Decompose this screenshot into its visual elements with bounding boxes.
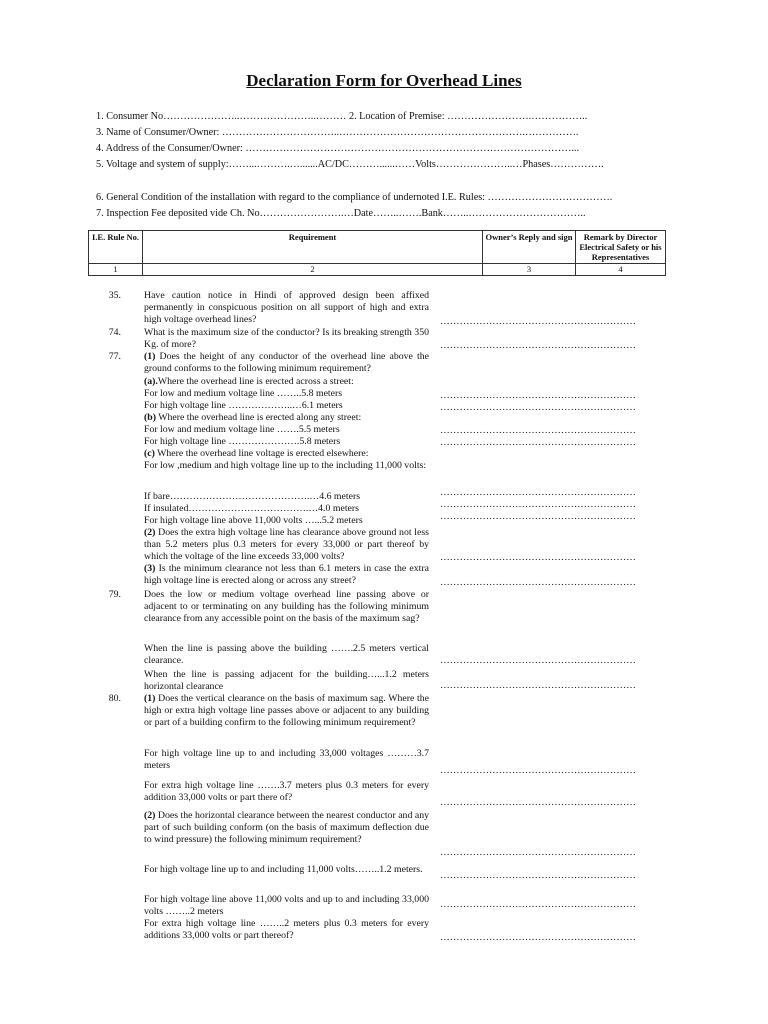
rule-35-text: Have caution notice in Hindi of approved design been affixed permanently in conspicuous position on all support of high and extra high voltage overhead lines? bbox=[144, 290, 429, 325]
rules-table-header bbox=[88, 230, 666, 276]
part-text: Does the height of any conductor of the overhead line above the ground conforms to the following minimum requirement? bbox=[144, 351, 429, 374]
consumer-name-line: 3. Name of Consumer/Owner: ……………………………..……………………………………………….……………. bbox=[96, 127, 579, 138]
requirement-line: For low and medium voltage line ……..5.8 meters bbox=[144, 388, 343, 399]
requirement-line: For extra high voltage line ……..2 meters plus 0.3 meters for every additions 33,000 volts or part thereof? bbox=[144, 918, 429, 941]
consumer-address-line: 4. Address of the Consumer/Owner: ……………………………………………………………………………………... bbox=[96, 143, 580, 154]
col-header-owner-reply: Owner’s Reply and sign bbox=[483, 231, 576, 264]
requirement-line: For high voltage line above 11,000 volts …...5.2 meters bbox=[144, 515, 363, 526]
col-number-1: 1 bbox=[89, 264, 143, 276]
requirement-line: For low and medium voltage line …….5.5 meters bbox=[144, 424, 340, 435]
requirement-line: For low ,medium and high voltage line up to the including 11,000 volts: bbox=[144, 460, 427, 471]
requirement-line: When the line is passing adjacent for the building…...1.2 meters horizontal clearance bbox=[144, 669, 429, 692]
owner-reply-field[interactable]: …………………………………………………… bbox=[440, 552, 636, 563]
part-text: Does the horizontal clearance between the nearest conductor and any part of such building conform (on the basis of maximum deflection due to wind pressure) the following minimum requirement? bbox=[144, 810, 429, 845]
owner-reply-field[interactable]: …………………………………………………… bbox=[440, 316, 636, 327]
owner-reply-field[interactable]: …………………………………………………… bbox=[440, 402, 636, 413]
requirement-line: For high voltage line ………………….5.8 meters bbox=[144, 436, 341, 447]
col-header-requirement: Requirement bbox=[143, 231, 483, 264]
part-text: Where the overhead line is erected along any street: bbox=[155, 412, 362, 423]
requirement-line: For high voltage line ………………..…6.1 meters bbox=[144, 400, 343, 411]
owner-reply-field[interactable]: …………………………………………………… bbox=[440, 390, 636, 401]
col-header-remark: Remark by Director Electrical Safety or his Representatives bbox=[576, 231, 666, 264]
part-text: Where the overhead line is erected across a street: bbox=[157, 376, 354, 387]
rule-77-sub-c bbox=[144, 448, 429, 460]
part-text: Is the minimum clearance not less than 6.1 meters in case the extra high voltage line is erected along or across any street? bbox=[144, 563, 429, 586]
page-title: Declaration Form for Overhead Lines bbox=[246, 71, 522, 90]
requirement-line: When the line is passing above the building …….2.5 meters vertical clearance. bbox=[144, 643, 429, 666]
part-text: Does the vertical clearance on the basis of maximum sag. Where the high or extra high voltage line passes above or adjacent to any building or part of a building confirm to the following minimum requirement? bbox=[144, 693, 429, 728]
owner-reply-field[interactable]: …………………………………………………… bbox=[440, 511, 636, 522]
general-condition-line: 6. General Condition of the installation with regard to the compliance of undernoted I.E. Rules: ………………………………. bbox=[96, 192, 613, 203]
owner-reply-field[interactable]: …………………………………………………… bbox=[440, 437, 636, 448]
col-header-rule-no: I.E. Rule No. bbox=[89, 231, 143, 264]
owner-reply-field[interactable]: …………………………………………………… bbox=[440, 765, 636, 776]
part-text: Does the extra high voltage line has clearance above ground not less than 5.2 meters plus 0.3 meters for every 33,000 or part thereof by which the voltage of the line exceeds 33,000 volts? bbox=[144, 527, 429, 562]
consumer-no-line: 1. Consumer No…………………..…………………..……… 2. Location of Premise: …………………….…………….. bbox=[96, 111, 588, 122]
col-number-3: 3 bbox=[483, 264, 576, 276]
owner-reply-field[interactable]: …………………………………………………… bbox=[440, 870, 636, 881]
owner-reply-field[interactable]: …………………………………………………… bbox=[440, 899, 636, 910]
rule-number: 77. bbox=[108, 351, 121, 362]
requirement-line: For high voltage line up to and including 11,000 volts……..1.2 meters. bbox=[144, 864, 423, 875]
part-label: (1) bbox=[144, 693, 156, 704]
owner-reply-field[interactable]: …………………………………………………… bbox=[440, 499, 636, 510]
rule-77-sub-a bbox=[144, 376, 429, 388]
voltage-supply-line: 5. Voltage and system of supply:……...……….….......AC/DC………......……Volts…………………..…Phases……………. bbox=[96, 159, 604, 170]
rule-number: 80. bbox=[108, 693, 121, 704]
rule-74-text: What is the maximum size of the conductor? Is its breaking strength 350 Kg. of more? bbox=[144, 327, 429, 350]
requirement-line: For high voltage line up to and including 33,000 voltages ………3.7 meters bbox=[144, 748, 429, 771]
requirement-line: If bare…………………………………….…4.6 meters bbox=[144, 491, 361, 502]
owner-reply-field[interactable]: …………………………………………………… bbox=[440, 797, 636, 808]
inspection-fee-line: 7. Inspection Fee deposited vide Ch. No…………………….…Date……..…….Bank……..…………………………….. bbox=[96, 208, 586, 219]
col-number-4: 4 bbox=[576, 264, 666, 276]
part-label: (3) bbox=[144, 563, 156, 574]
part-label: (b) bbox=[144, 412, 156, 423]
owner-reply-field[interactable]: …………………………………………………… bbox=[440, 577, 636, 588]
owner-reply-field[interactable]: …………………………………………………… bbox=[440, 425, 636, 436]
col-number-2: 2 bbox=[143, 264, 483, 276]
owner-reply-field[interactable]: …………………………………………………… bbox=[440, 340, 636, 351]
part-label: (a). bbox=[144, 376, 158, 387]
requirement-line: For extra high voltage line …….3.7 meters plus 0.3 meters for every addition 33,000 volts or part there of? bbox=[144, 780, 429, 803]
owner-reply-field[interactable]: …………………………………………………… bbox=[440, 655, 636, 666]
part-label: (1) bbox=[144, 351, 156, 362]
rule-79-text: Does the low or medium voltage overhead line passing above or adjacent to or terminating on any building has the following minimum clearance from any accessible point on the basis of the maximum sag? bbox=[144, 589, 429, 624]
part-label: (2) bbox=[144, 810, 156, 821]
rule-77-part-1 bbox=[144, 351, 429, 375]
part-label: (c) bbox=[144, 448, 155, 459]
owner-reply-field[interactable]: …………………………………………………… bbox=[440, 487, 636, 498]
rule-77-sub-b bbox=[144, 412, 429, 424]
part-text: Where the overhead line voltage is erected elsewhere: bbox=[154, 448, 369, 459]
rule-77-part-2 bbox=[144, 527, 429, 563]
rule-77-part-3 bbox=[144, 563, 429, 587]
requirement-line: If insulated……………………………….…4.0 meters bbox=[144, 503, 359, 514]
owner-reply-field[interactable]: …………………………………………………… bbox=[440, 932, 636, 943]
rule-80-part-2 bbox=[144, 810, 429, 846]
owner-reply-field[interactable]: …………………………………………………… bbox=[440, 680, 636, 691]
rule-number: 35. bbox=[108, 290, 121, 301]
owner-reply-field[interactable]: …………………………………………………… bbox=[440, 847, 636, 858]
rule-number: 79. bbox=[108, 589, 121, 600]
requirement-line: For high voltage line above 11,000 volts and up to and including 33,000 volts ……..2 meters bbox=[144, 894, 429, 917]
rule-80-part-1 bbox=[144, 693, 429, 729]
rule-number: 74. bbox=[108, 327, 121, 338]
part-label: (2) bbox=[144, 527, 156, 538]
